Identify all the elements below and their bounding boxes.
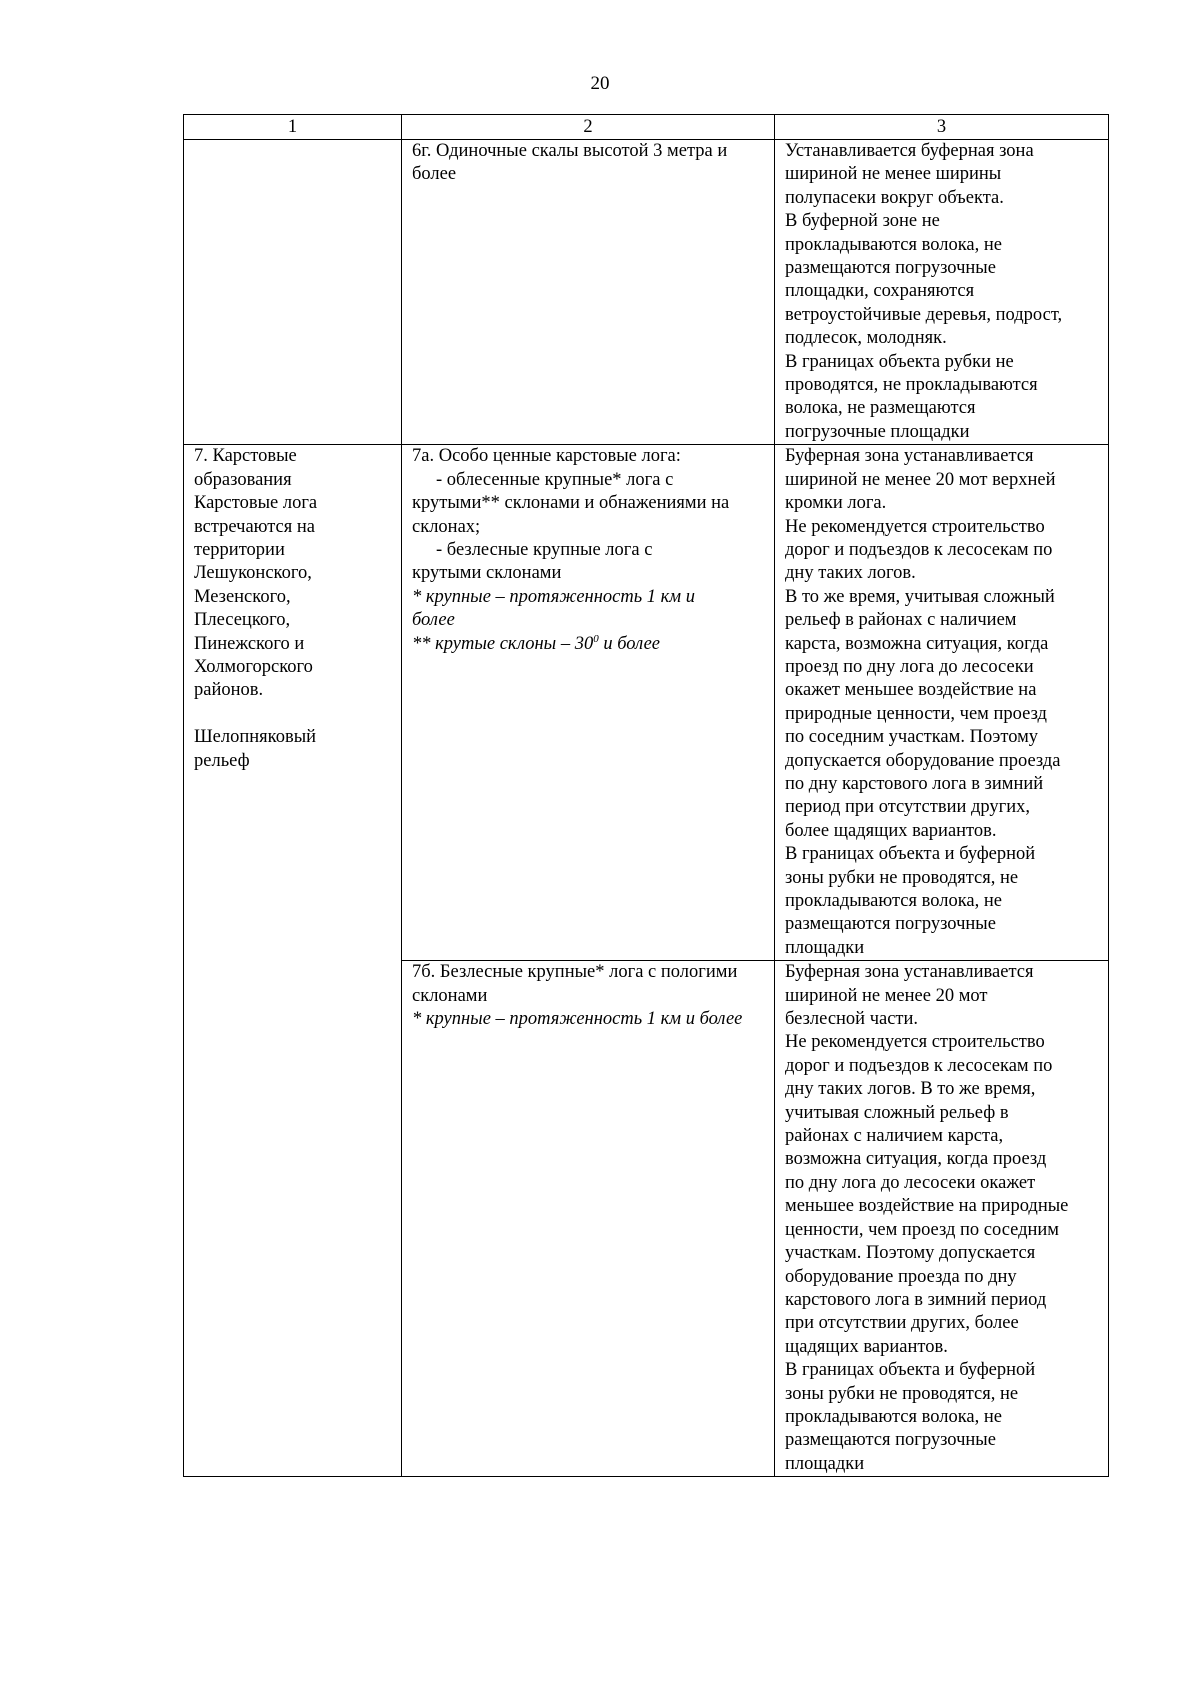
row-7b-measure-line: зоны рубки не проводятся, не xyxy=(785,1383,1019,1404)
row-7a-measure-line: В то же время, учитывая сложный xyxy=(785,586,1055,607)
row-7a-measure-line: размещаются погрузочные xyxy=(785,914,996,935)
row-7a-measure-line: кромки лога. xyxy=(785,493,887,514)
row-7-category-line: районов. xyxy=(194,680,264,701)
row-7a-measure-line: Буферная зона устанавливается xyxy=(785,446,1034,467)
row-7a-measures-cell xyxy=(775,445,1109,961)
row-7b-measure-line: учитывая сложный рельеф в xyxy=(785,1102,1009,1123)
table-row-7a xyxy=(184,445,1109,961)
row-6g-object-cell xyxy=(402,140,775,445)
row-7b-measure-line: безлесной части. xyxy=(785,1009,919,1030)
row-7a-measure-line: период при отсутствии других, xyxy=(785,797,1031,818)
header-col-1: 1 xyxy=(184,115,402,140)
row-7b-footnote: * крупные – протяженность 1 км и более xyxy=(412,1009,743,1030)
row-7-category-line: встречаются на xyxy=(194,516,316,537)
row-7a-title: 7а. Особо ценные карстовые лога: xyxy=(412,446,681,467)
row-7-category-line: Шелопняковый xyxy=(194,727,317,748)
row-7b-measure-line: Буферная зона устанавливается xyxy=(785,962,1034,983)
row-7a-measure-line: дну таких логов. xyxy=(785,563,916,584)
header-col-3: 3 xyxy=(775,115,1109,140)
row-7-category-line: рельеф xyxy=(194,750,250,771)
row-6g-measure-line: волока, не размещаются xyxy=(785,398,976,419)
row-7a-measure-line: дорог и подъездов к лесосекам по xyxy=(785,539,1053,560)
row-7a-footnote-1-cont: более xyxy=(412,610,455,631)
row-7a-bullet-1-cont: крутыми** склонами и обнажениями на xyxy=(412,493,730,514)
row-7a-bullet-2-cont: крутыми склонами xyxy=(412,563,562,584)
row-6g-measures-cell xyxy=(775,140,1109,445)
footnote-2-text-end: и более xyxy=(598,633,661,654)
row-6g-measure-line: полупасеки вокруг объекта. xyxy=(785,187,1004,208)
row-7a-measure-line: шириной не менее 20 мот верхней xyxy=(785,469,1056,490)
row-7b-measure-line: ценности, чем проезд по соседним xyxy=(785,1219,1060,1240)
row-7-category-line: Холмогорского xyxy=(194,656,313,677)
row-7b-measure-line: В границах объекта и буферной xyxy=(785,1360,1036,1381)
row-6g-measure-line: проводятся, не прокладываются xyxy=(785,375,1038,396)
row-7b-measure-line: шириной не менее 20 мот xyxy=(785,985,988,1006)
row-7a-measure-line: по соседним участкам. Поэтому xyxy=(785,727,1039,748)
row-7b-title: 7б. Безлесные крупные* лога с пологими xyxy=(412,962,738,983)
row-7b-title-cont: склонами xyxy=(412,985,488,1006)
row-6g-measure-line: размещаются погрузочные xyxy=(785,258,996,279)
row-7a-measure-line: В границах объекта и буферной xyxy=(785,844,1036,865)
row-7a-bullet-1-cont: склонах; xyxy=(412,516,481,537)
row-7b-measure-line: карстового лога в зимний период xyxy=(785,1289,1047,1310)
row-7b-measure-line: меньшее воздействие на природные xyxy=(785,1196,1069,1217)
row-7b-measure-line: оборудование проезда по дну xyxy=(785,1266,1017,1287)
row-7a-measure-line: более щадящих вариантов. xyxy=(785,820,997,841)
row-7b-measure-line: дну таких логов. В то же время, xyxy=(785,1079,1036,1100)
row-7-category-line: Лешуконского, xyxy=(194,563,312,584)
page-number: 20 xyxy=(590,73,610,94)
row-7a-measure-line: зоны рубки не проводятся, не xyxy=(785,867,1019,888)
row-7b-measure-line: размещаются погрузочные xyxy=(785,1430,996,1451)
row-7b-measure-line: Не рекомендуется строительство xyxy=(785,1032,1045,1053)
row-6g-measure-line: ветроустойчивые деревья, подрост, xyxy=(785,304,1063,325)
row-7a-measure-line: проезд по дну лога до лесосеки xyxy=(785,656,1034,677)
row-7a-measure-line: площадки xyxy=(785,937,865,958)
row-6g-category-cell xyxy=(184,140,402,445)
row-6g-measure-line: Устанавливается буферная зона xyxy=(785,141,1034,161)
row-7b-measure-line: районах с наличием карста, xyxy=(785,1126,1004,1147)
row-6g-measure-line: прокладываются волока, не xyxy=(785,234,1002,255)
row-7b-measure-line: по дну лога до лесосеки окажет xyxy=(785,1172,1036,1193)
row-6g-measure-line: подлесок, молодняк. xyxy=(785,328,947,349)
row-7-category-line: Карстовые лога xyxy=(194,493,318,514)
row-7a-bullet-1: - облесенные крупные* лога с xyxy=(436,469,674,490)
footnote-2-text: ** крутые склоны – 30 xyxy=(412,633,594,654)
row-7-category-line: территории xyxy=(194,539,285,560)
header-col-2: 2 xyxy=(402,115,775,140)
row-7-category-line: Плесецкого, xyxy=(194,610,291,631)
row-7b-measure-line: щадящих вариантов. xyxy=(785,1336,948,1357)
criteria-table xyxy=(183,114,1109,1477)
row-6g-object-line: 6г. Одиночные скалы высотой 3 метра и xyxy=(412,141,728,161)
row-7a-measure-line: Не рекомендуется строительство xyxy=(785,516,1045,537)
row-7b-measure-line: участкам. Поэтому допускается xyxy=(785,1243,1036,1264)
row-7a-bullet-2: - безлесные крупные лога с xyxy=(436,539,653,560)
row-6g-measure-line: площадки, сохраняются xyxy=(785,281,975,302)
row-6g-measure-line: В границах объекта рубки не xyxy=(785,351,1014,372)
row-7b-measure-line: дорог и подъездов к лесосекам по xyxy=(785,1055,1053,1076)
row-7-category-line: образования xyxy=(194,469,292,490)
row-7a-measure-line: прокладываются волока, не xyxy=(785,891,1002,911)
row-7a-measure-line: природные ценности, чем проезд xyxy=(785,703,1047,724)
row-7b-measure-line: возможна ситуация, когда проезд xyxy=(785,1149,1047,1170)
row-6g-measure-line: погрузочные площадки xyxy=(785,421,970,442)
row-7a-footnote-2 xyxy=(412,633,774,656)
row-6g-measure-line: В буферной зоне не xyxy=(785,211,940,232)
row-7b-measures-cell xyxy=(775,961,1109,1477)
row-7b-measure-line: прокладываются волока, не xyxy=(785,1406,1002,1427)
row-7-category-line: Мезенского, xyxy=(194,586,291,607)
row-7a-measure-line: по дну карстового лога в зимний xyxy=(785,773,1044,794)
row-7a-object-cell xyxy=(402,445,775,961)
table-header-row xyxy=(184,115,1109,140)
row-7a-measure-line: рельеф в районах с наличием xyxy=(785,610,1017,631)
row-7a-footnote-1: * крупные – протяженность 1 км и xyxy=(412,586,695,607)
row-7-category-line: 7. Карстовые xyxy=(194,446,297,467)
row-7a-measure-line: допускается оборудование проезда xyxy=(785,750,1061,771)
row-7a-measure-line: окажет меньшее воздействие на xyxy=(785,680,1037,701)
row-6g-measure-line: шириной не менее ширины xyxy=(785,164,1002,185)
row-7-category-line: Пинежского и xyxy=(194,633,305,654)
row-7a-measure-line: карста, возможна ситуация, когда xyxy=(785,633,1049,654)
table-row-6g xyxy=(184,140,1109,445)
row-7b-measure-line: при отсутствии других, более xyxy=(785,1313,1019,1334)
paragraph-gap xyxy=(194,703,401,726)
row-6g-object-line: более xyxy=(412,164,457,185)
row-7-category-cell xyxy=(184,445,402,1477)
row-7b-measure-line: площадки xyxy=(785,1453,865,1474)
degree-superscript: 0 xyxy=(593,632,599,645)
row-7b-object-cell xyxy=(402,961,775,1477)
